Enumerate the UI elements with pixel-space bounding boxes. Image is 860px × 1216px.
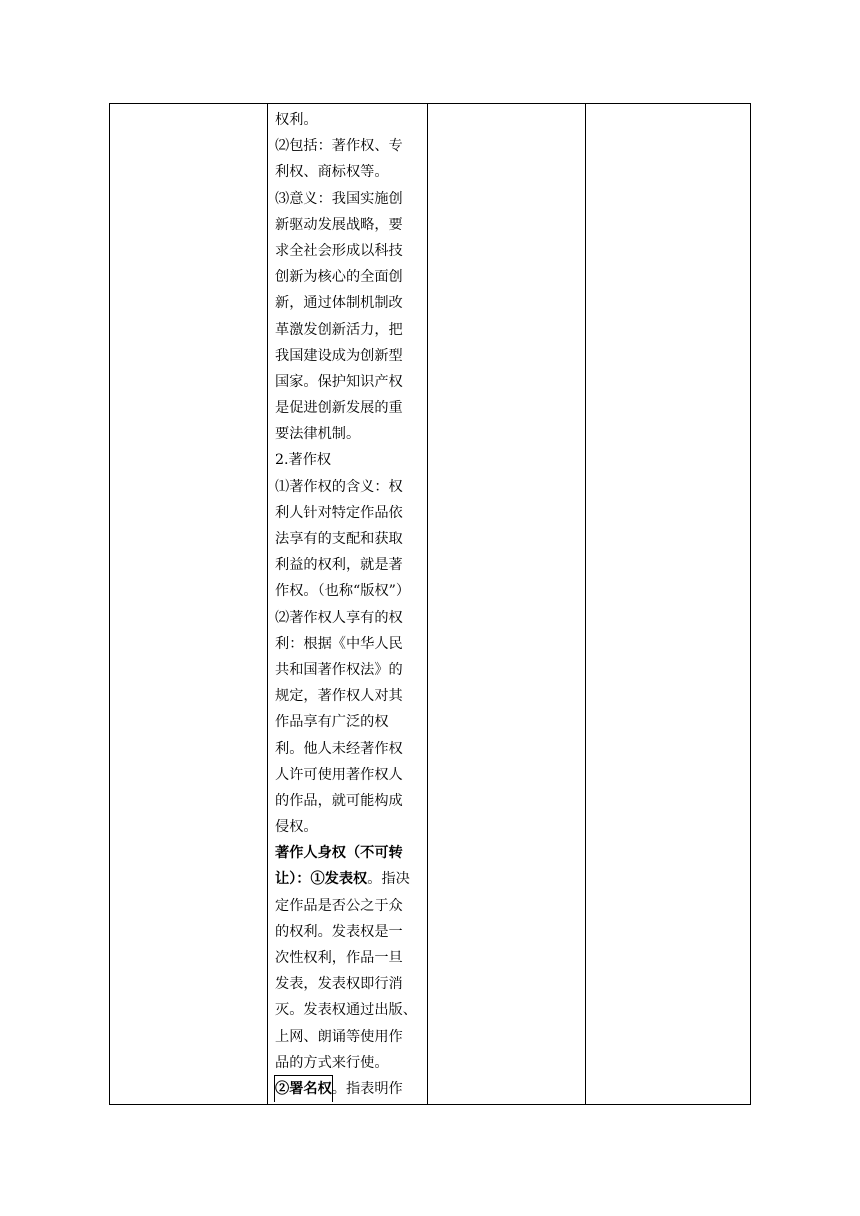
table-cell-col4 bbox=[586, 104, 751, 1105]
cell-text-block bbox=[268, 104, 427, 1102]
text-line: 作权。（也称“版权”） bbox=[275, 583, 411, 600]
table-cell-col1 bbox=[110, 104, 268, 1105]
plain-text: 。指表明作 bbox=[331, 1080, 403, 1097]
text-line: 人许可使用著作权人 bbox=[275, 766, 403, 783]
text-line: 发表，发表权即行消 bbox=[275, 976, 403, 993]
bold-term: ②署名权 bbox=[275, 1076, 332, 1102]
text-line: 上网、朗诵等使用作 bbox=[275, 1028, 403, 1045]
text-line: 我国建设成为创新型 bbox=[275, 347, 403, 364]
table-cell-col3 bbox=[428, 104, 586, 1105]
text-line: ⑵著作权人享有的权 bbox=[275, 609, 403, 626]
bold-heading-line: 著作人身权（不可转 bbox=[275, 845, 403, 862]
text-line: 是促进创新发展的重 bbox=[275, 400, 403, 417]
text-line: 定作品是否公之于众 bbox=[275, 897, 403, 914]
text-line: 法享有的支配和获取 bbox=[275, 531, 403, 547]
text-line: 共和国著作权法》的 bbox=[275, 661, 403, 678]
text-line: 革激发创新活力，把 bbox=[275, 321, 403, 338]
table-cell-col2 bbox=[268, 104, 428, 1105]
text-line: 求全社会形成以科技 bbox=[275, 242, 403, 259]
text-line: 品的方式来行使。 bbox=[275, 1054, 389, 1071]
text-line: 利权、商标权等。 bbox=[275, 164, 389, 181]
text-line: ⑴著作权的含义：权 bbox=[275, 478, 403, 495]
text-line: 要法律机制。 bbox=[275, 426, 361, 443]
table-row bbox=[110, 104, 751, 1105]
text-line: 2.著作权 bbox=[275, 452, 332, 469]
bold-term: 让）：①发表权 bbox=[275, 871, 368, 888]
text-line: 新驱动发展战略，要 bbox=[275, 216, 403, 233]
text-line: 国家。保护知识产权 bbox=[275, 373, 403, 390]
text-line: ⑶意义：我国实施创 bbox=[275, 190, 403, 207]
text-line: 利。他人未经著作权 bbox=[275, 740, 403, 757]
text-line: 新，通过体制机制改 bbox=[275, 295, 403, 312]
text-line: 的权利。发表权是一 bbox=[275, 923, 403, 940]
text-line: 创新为核心的全面创 bbox=[275, 269, 403, 286]
text-line: 权利。 bbox=[275, 112, 318, 128]
text-line: 灭。发表权通过出版、 bbox=[275, 1002, 417, 1019]
mixed-line bbox=[275, 1076, 421, 1102]
text-line: 利益的权利，就是著 bbox=[275, 557, 403, 574]
text-line: ⑵包括：著作权、专 bbox=[275, 138, 403, 155]
text-line: 侵权。 bbox=[275, 819, 318, 836]
plain-text: 。指决 bbox=[367, 871, 410, 888]
text-line: 的作品，就可能构成 bbox=[275, 792, 403, 809]
text-line: 利：根据《中华人民 bbox=[275, 635, 403, 652]
content-table bbox=[109, 103, 751, 1105]
text-line: 规定，著作权人对其 bbox=[275, 688, 403, 705]
text-line: 次性权利，作品一旦 bbox=[275, 950, 403, 966]
mixed-line bbox=[275, 866, 421, 892]
text-line: 作品享有广泛的权 bbox=[275, 714, 389, 731]
text-line: 利人针对特定作品依 bbox=[275, 504, 403, 521]
